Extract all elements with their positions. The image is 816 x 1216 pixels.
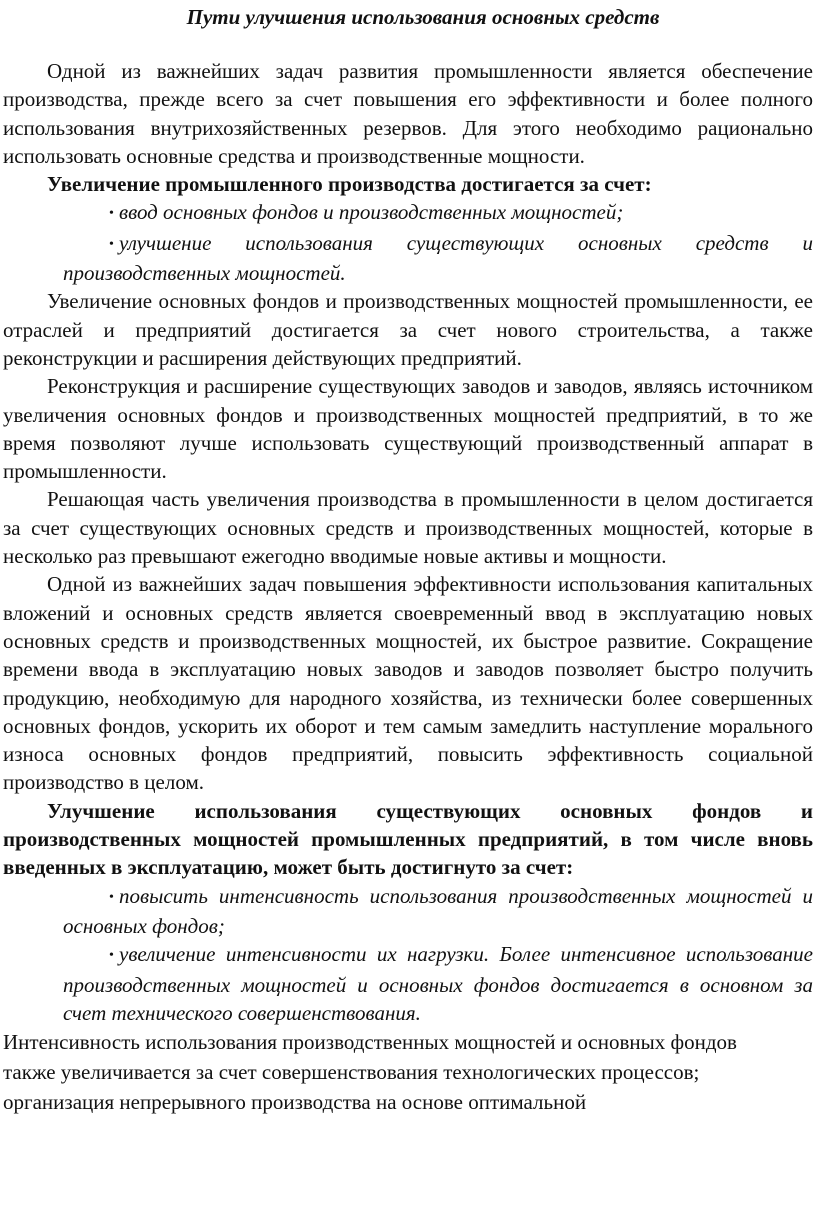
list-item [63, 882, 813, 941]
heading-improve-usage: Улучшение использования существующих основных фондов и производственных мощностей промышленных предприятий, в том числе вновь введенных в эксплуатацию, может быть достигнуто за счет: [3, 798, 813, 880]
list-item-text: ввод основных фондов и производственных мощностей; [119, 200, 624, 225]
list-item [63, 940, 813, 1027]
list-item [63, 198, 813, 228]
list-item [63, 229, 813, 288]
document-title: Пути улучшения использования основных средств [186, 5, 660, 29]
list-item-text: повысить интенсивность использования производственных мощностей и основных фондов; [63, 883, 813, 938]
list-item-text: улучшение использования существующих основных средств и производственных мощностей. [63, 230, 813, 286]
list-increase-production [3, 198, 813, 287]
paragraph-intensity: Интенсивность использования производственных мощностей и основных фондов также увеличивается за счет совершенствования технологических процессов; организация непрерывного производства на основе оптимальной [3, 1030, 737, 1115]
paragraph-intro: Одной из важнейших задач развития промышленности является обеспечение производства, прежде всего за счет повышения его эффективности и более полного использования внутрихозяйственных резервов. Для этого необходимо рационально использовать основные средства и производственные мощности. [3, 59, 813, 168]
list-improve-usage [3, 882, 813, 1027]
paragraph-fund-increase: Увеличение основных фондов и производственных мощностей промышленности, ее отраслей и предприятий достигается за счет нового строительства, а также реконструкции и расширения действующих предприятий. [3, 289, 813, 370]
heading-increase-production: Увеличение промышленного производства достигается за счет: [47, 172, 652, 197]
list-item-text: увеличение интенсивности их нагрузки. Более интенсивное использование производственных мощностей и основных фондов достигается в основном за счет технического совершенствования. [63, 942, 813, 1025]
paragraph-efficiency: Одной из важнейших задач повышения эффективности использования капитальных вложений и основных средств является своевременный ввод в эксплуатацию новых основных средств и производственных мощностей, их быстрое развитие. Сокращение времени ввода в эксплуатацию новых заводов и заводов позволяет быстро получить продукцию, необходимую для народного хозяйства, из технически более совершенных основных фондов, ускорить их оборот и тем самым замедлить наступление морального износа основных фондов предприятий, повысить эффективность социальной производство в целом. [3, 572, 813, 795]
bullet-icon: • [109, 889, 114, 905]
bullet-icon: • [109, 948, 114, 964]
paragraph-reconstruction: Реконструкция и расширение существующих заводов и заводов, являясь источником увеличения основных фондов и производственных мощностей предприятий, в то же время позволяют лучше использовать существующий производственный аппарат в промышленности. [3, 374, 813, 484]
paragraph-decisive-part: Решающая часть увеличения производства в промышленности в целом достигается за счет существующих основных средств и производственных мощностей, которые в несколько раз превышают ежегодно вводимые новые активы и мощности. [3, 487, 813, 569]
bullet-icon: • [109, 236, 114, 252]
bullet-icon: • [109, 206, 114, 222]
